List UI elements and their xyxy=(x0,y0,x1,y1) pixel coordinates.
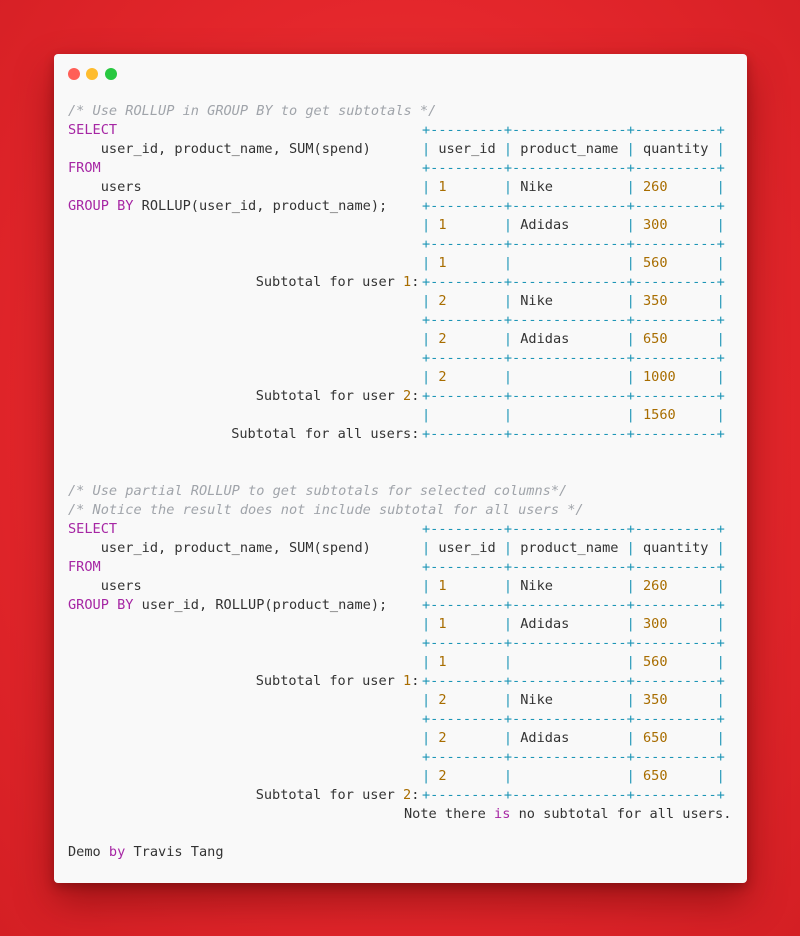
table2-row xyxy=(422,577,725,596)
table1-cell-separator: | xyxy=(422,179,431,195)
table2-cell-product-name: Nike xyxy=(512,578,627,594)
table2-cell-user-id: 1 xyxy=(430,616,504,632)
table2-cell-separator: | xyxy=(716,654,725,670)
table2-cell-separator: | xyxy=(422,616,431,632)
table2-cell-separator: | xyxy=(626,654,635,670)
table1-cell-quantity: 650 xyxy=(634,331,717,347)
maximize-window-button[interactable] xyxy=(105,68,117,80)
no-subtotal-note xyxy=(404,805,731,824)
sql-comment-2b: /* Notice the result does not include subtotal for all users */ xyxy=(68,502,584,518)
table2-cell-user-id: 1 xyxy=(430,578,504,594)
table1-cell-user-id xyxy=(430,407,504,423)
table2-cell-product-name xyxy=(512,768,627,784)
table2-cell-separator: | xyxy=(503,654,513,670)
section2-subtotal-label-number: 2 xyxy=(403,787,412,803)
sql-comment-1: /* Use ROLLUP in GROUP BY to get subtotals */ xyxy=(68,103,437,119)
table2-cell-separator: | xyxy=(503,692,513,708)
table1-cell-user-id: 1 xyxy=(430,217,504,233)
table1-cell-quantity: 260 xyxy=(634,179,717,195)
sql-from-keyword-2: FROM xyxy=(68,559,101,575)
section2-subtotal-label-suffix: : xyxy=(411,787,420,803)
table2-cell-separator: | xyxy=(503,768,513,784)
footer-by-keyword: by xyxy=(108,844,126,860)
table1-row xyxy=(422,406,725,425)
table1-cell-user-id: 2 xyxy=(430,369,504,385)
table1-cell-separator: | xyxy=(503,407,513,423)
table1-header-quantity: quantity xyxy=(634,141,717,157)
table1-cell-quantity: 560 xyxy=(634,255,717,271)
footer-credit xyxy=(68,843,224,862)
table1-cell-separator: | xyxy=(422,369,431,385)
table1-header-user-id: user_id xyxy=(430,141,504,157)
table1-cell-separator: | xyxy=(422,141,431,157)
table2-cell-user-id: 2 xyxy=(430,730,504,746)
table1-cell-product-name: Adidas xyxy=(512,217,627,233)
note-keyword: is xyxy=(494,806,511,822)
table1-cell-separator: | xyxy=(716,407,725,423)
table1-border: +---------+--------------+----------+ xyxy=(422,236,725,252)
table2-cell-separator: | xyxy=(422,540,431,556)
sql-columns-2: user_id, product_name, SUM(spend) xyxy=(68,540,371,556)
section1-subtotal-label-text: Subtotal for all users: xyxy=(231,426,420,442)
table2-cell-separator: | xyxy=(626,692,635,708)
table1-cell-separator: | xyxy=(503,293,513,309)
section1-subtotal-label xyxy=(256,273,420,292)
table1-cell-separator: | xyxy=(626,293,635,309)
table2-cell-user-id: 2 xyxy=(430,768,504,784)
table2-cell-user-id: 2 xyxy=(430,692,504,708)
table1-cell-separator: | xyxy=(626,141,635,157)
note-text-before: Note there xyxy=(404,806,495,822)
sql-group-by-keyword-2: GROUP BY xyxy=(68,597,134,613)
table1-cell-separator: | xyxy=(422,407,431,423)
section1-subtotal-label-number: 2 xyxy=(403,388,412,404)
table1-cell-separator: | xyxy=(422,217,431,233)
sql-columns-1: user_id, product_name, SUM(spend) xyxy=(68,141,371,157)
table2-cell-separator: | xyxy=(626,616,635,632)
table1-cell-quantity: 300 xyxy=(634,217,717,233)
table2-cell-separator: | xyxy=(716,616,725,632)
section2-subtotal-label-suffix: : xyxy=(411,673,420,689)
section2-subtotal-label xyxy=(256,786,420,805)
table1-cell-separator: | xyxy=(716,369,725,385)
sql-group-by-1 xyxy=(68,197,387,216)
table1-cell-separator: | xyxy=(626,331,635,347)
table2-border: +---------+--------------+----------+ xyxy=(422,559,725,575)
section1-subtotal-label-suffix: : xyxy=(411,274,420,290)
table1-cell-separator: | xyxy=(626,179,635,195)
table1-cell-separator: | xyxy=(503,179,513,195)
section1-subtotal-label-text: Subtotal for user xyxy=(255,388,404,404)
table1-border: +---------+--------------+----------+ xyxy=(422,350,725,366)
table2-cell-separator: | xyxy=(716,730,725,746)
table1-cell-separator: | xyxy=(503,217,513,233)
table2-cell-separator: | xyxy=(422,654,431,670)
table1-cell-product-name xyxy=(512,407,627,423)
table1-cell-product-name: Adidas xyxy=(512,331,627,347)
table2-cell-separator: | xyxy=(716,578,725,594)
minimize-window-button[interactable] xyxy=(86,68,98,80)
table2-cell-quantity: 300 xyxy=(634,616,717,632)
table1-border: +---------+--------------+----------+ xyxy=(422,426,725,442)
section1-subtotal-label-suffix: : xyxy=(411,388,420,404)
table2-border: +---------+--------------+----------+ xyxy=(422,787,725,803)
table2-header-row xyxy=(422,539,725,558)
table1-cell-separator: | xyxy=(503,141,513,157)
table2-cell-quantity: 650 xyxy=(634,768,717,784)
table2-border: +---------+--------------+----------+ xyxy=(422,673,725,689)
table1-cell-quantity: 1560 xyxy=(634,407,717,423)
section1-subtotal-label-number: 1 xyxy=(403,274,412,290)
sql-group-by-rest-1: ROLLUP(user_id, product_name); xyxy=(133,198,388,214)
table2-row xyxy=(422,615,725,634)
table2-row xyxy=(422,653,725,672)
table1-cell-separator: | xyxy=(716,293,725,309)
table2-cell-separator: | xyxy=(422,768,431,784)
sql-group-by-rest-2: user_id, ROLLUP(product_name); xyxy=(133,597,388,613)
table1-row xyxy=(422,254,725,273)
sql-table-name-2: users xyxy=(68,578,142,594)
table1-cell-separator: | xyxy=(716,255,725,271)
table1-cell-product-name xyxy=(512,255,627,271)
table1-border: +---------+--------------+----------+ xyxy=(422,312,725,328)
table2-cell-separator: | xyxy=(626,768,635,784)
table2-border: +---------+--------------+----------+ xyxy=(422,597,725,613)
table2-cell-product-name: Adidas xyxy=(512,730,627,746)
table2-cell-quantity: 650 xyxy=(634,730,717,746)
table1-cell-user-id: 1 xyxy=(430,179,504,195)
table1-header-product-name: product_name xyxy=(512,141,627,157)
sql-select-keyword-1: SELECT xyxy=(68,122,118,138)
table2-cell-separator: | xyxy=(503,578,513,594)
sql-group-by-2 xyxy=(68,596,387,615)
table2-row xyxy=(422,767,725,786)
table1-row xyxy=(422,330,725,349)
footer-author: Travis Tang xyxy=(125,844,224,860)
table1-border: +---------+--------------+----------+ xyxy=(422,388,725,404)
sql-group-by-keyword-1: GROUP BY xyxy=(68,198,134,214)
section1-subtotal-label xyxy=(231,425,419,444)
table1-border: +---------+--------------+----------+ xyxy=(422,198,725,214)
table2-row xyxy=(422,691,725,710)
table1-cell-separator: | xyxy=(626,407,635,423)
table2-cell-quantity: 560 xyxy=(634,654,717,670)
table1-cell-product-name: Nike xyxy=(512,179,627,195)
table2-cell-separator: | xyxy=(422,730,431,746)
table1-cell-separator: | xyxy=(716,217,725,233)
table1-border: +---------+--------------+----------+ xyxy=(422,274,725,290)
table2-cell-quantity: 260 xyxy=(634,578,717,594)
table2-cell-separator: | xyxy=(503,540,513,556)
table1-row xyxy=(422,368,725,387)
table1-row xyxy=(422,178,725,197)
table1-cell-separator: | xyxy=(626,369,635,385)
table1-cell-separator: | xyxy=(503,255,513,271)
table1-row xyxy=(422,292,725,311)
table2-cell-product-name: Adidas xyxy=(512,616,627,632)
table1-cell-user-id: 2 xyxy=(430,293,504,309)
table1-cell-separator: | xyxy=(422,293,431,309)
table2-border: +---------+--------------+----------+ xyxy=(422,711,725,727)
table2-cell-product-name xyxy=(512,654,627,670)
section2-subtotal-label-text: Subtotal for user xyxy=(255,787,404,803)
table1-cell-separator: | xyxy=(503,369,513,385)
table1-cell-separator: | xyxy=(716,331,725,347)
table2-border: +---------+--------------+----------+ xyxy=(422,749,725,765)
table1-cell-user-id: 2 xyxy=(430,331,504,347)
table2-cell-separator: | xyxy=(422,578,431,594)
sql-comment-2a: /* Use partial ROLLUP to get subtotals for selected columns*/ xyxy=(68,483,568,499)
table1-cell-separator: | xyxy=(503,331,513,347)
table2-header-quantity: quantity xyxy=(634,540,717,556)
sql-from-keyword-1: FROM xyxy=(68,160,101,176)
table2-cell-product-name: Nike xyxy=(512,692,627,708)
table2-row xyxy=(422,729,725,748)
section2-subtotal-label-text: Subtotal for user xyxy=(255,673,404,689)
table2-cell-separator: | xyxy=(716,692,725,708)
table2-cell-separator: | xyxy=(716,540,725,556)
sql-select-keyword-2: SELECT xyxy=(68,521,118,537)
table2-cell-separator: | xyxy=(626,578,635,594)
table1-border: +---------+--------------+----------+ xyxy=(422,122,725,138)
sql-table-name-1: users xyxy=(68,179,142,195)
footer-demo: Demo xyxy=(68,844,109,860)
table1-cell-product-name xyxy=(512,369,627,385)
table1-row xyxy=(422,216,725,235)
table2-cell-separator: | xyxy=(626,730,635,746)
table1-header-row xyxy=(422,140,725,159)
table1-cell-product-name: Nike xyxy=(512,293,627,309)
table1-cell-separator: | xyxy=(626,217,635,233)
table1-cell-separator: | xyxy=(626,255,635,271)
table2-cell-separator: | xyxy=(503,616,513,632)
table1-cell-quantity: 350 xyxy=(634,293,717,309)
code-window xyxy=(54,54,747,883)
table2-cell-separator: | xyxy=(716,768,725,784)
table1-cell-separator: | xyxy=(716,141,725,157)
table2-border: +---------+--------------+----------+ xyxy=(422,521,725,537)
table2-header-product-name: product_name xyxy=(512,540,627,556)
table1-cell-separator: | xyxy=(422,331,431,347)
table2-cell-user-id: 1 xyxy=(430,654,504,670)
table1-cell-separator: | xyxy=(422,255,431,271)
close-window-button[interactable] xyxy=(68,68,80,80)
note-text-after: no subtotal for all users. xyxy=(510,806,732,822)
table1-cell-user-id: 1 xyxy=(430,255,504,271)
table2-cell-separator: | xyxy=(503,730,513,746)
section2-subtotal-label xyxy=(256,672,420,691)
section1-subtotal-label xyxy=(256,387,420,406)
table2-header-user-id: user_id xyxy=(430,540,504,556)
section2-subtotal-label-number: 1 xyxy=(403,673,412,689)
table2-cell-separator: | xyxy=(422,692,431,708)
section1-subtotal-label-text: Subtotal for user xyxy=(255,274,404,290)
table2-border: +---------+--------------+----------+ xyxy=(422,635,725,651)
table1-cell-separator: | xyxy=(716,179,725,195)
table1-cell-quantity: 1000 xyxy=(634,369,717,385)
table1-border: +---------+--------------+----------+ xyxy=(422,160,725,176)
table2-cell-separator: | xyxy=(626,540,635,556)
table2-cell-quantity: 350 xyxy=(634,692,717,708)
